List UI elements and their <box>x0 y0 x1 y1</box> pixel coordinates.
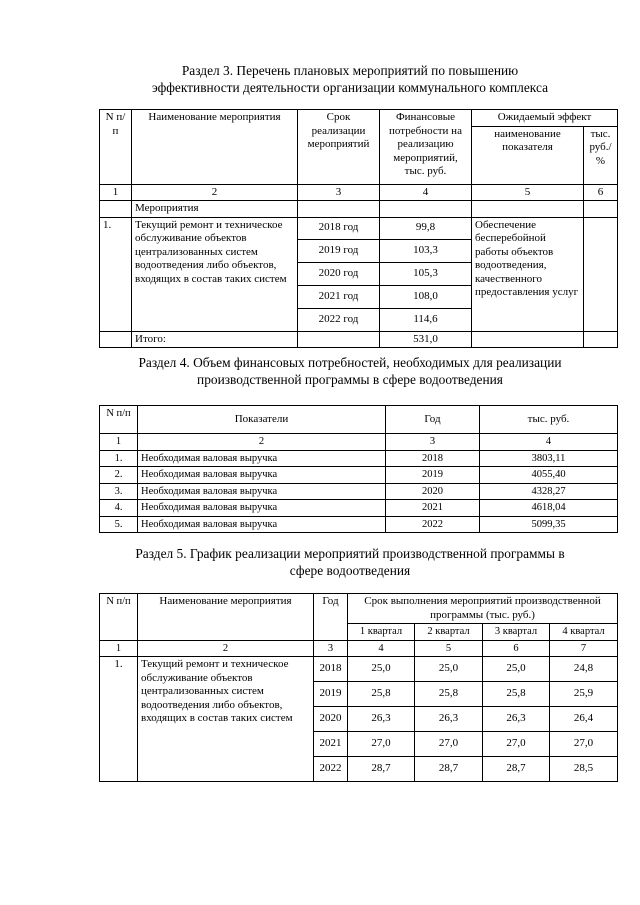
s3-year-2: 2019 год <box>298 239 380 262</box>
s4-row1-name: Необходимая валовая выручка <box>138 450 386 467</box>
s3-group-label: Мероприятия <box>132 201 298 218</box>
s3-year-4: 2021 год <box>298 285 380 308</box>
section4-title-line1: Раздел 4. Объем финансовых потребностей, необходимых для реализации <box>138 355 562 370</box>
section4-title-line2: производственной программы в сфере водоотведения <box>197 372 503 387</box>
s5-y1-q1: 25,0 <box>348 657 415 682</box>
s3-header-name: Наименование мероприятия <box>132 110 298 185</box>
s3-value-5: 114,6 <box>380 308 472 331</box>
s4-row2-num: 2. <box>100 467 138 484</box>
s4-row3-year: 2020 <box>386 483 480 500</box>
section5-table <box>99 593 618 782</box>
s4-row1-value: 3803,11 <box>480 450 618 467</box>
s5-year-4: 2021 <box>314 732 348 757</box>
s4-row5-name: Необходимая валовая выручка <box>138 516 386 533</box>
s3-total-empty-6 <box>584 331 618 348</box>
s4-row4-value: 4618,04 <box>480 500 618 517</box>
section3-title-line1: Раздел 3. Перечень плановых мероприятий по повышению <box>181 63 519 78</box>
s5-y5-q3: 28,7 <box>483 757 550 782</box>
section4-title-2 <box>80 371 620 388</box>
s5-header-q4: 4 квартал <box>550 624 618 641</box>
s4-colnum-1: 1 <box>100 434 138 451</box>
section4-title <box>80 354 620 371</box>
s4-row3-value: 4328,27 <box>480 483 618 500</box>
section4-table <box>99 405 618 533</box>
s5-y3-q1: 26,3 <box>348 707 415 732</box>
s3-total-num <box>100 331 132 348</box>
s4-row1-year: 2018 <box>386 450 480 467</box>
s3-value-1: 99,8 <box>380 217 472 239</box>
section5-title <box>60 545 640 562</box>
s3-row-unit <box>584 217 618 331</box>
s4-colnum-4: 4 <box>480 434 618 451</box>
s5-colnum-2: 2 <box>138 640 314 657</box>
s5-y3-q4: 26,4 <box>550 707 618 732</box>
s5-y2-q3: 25,8 <box>483 682 550 707</box>
s5-y2-q4: 25,9 <box>550 682 618 707</box>
s5-y1-q4: 24,8 <box>550 657 618 682</box>
s5-year-5: 2022 <box>314 757 348 782</box>
s5-y2-q1: 25,8 <box>348 682 415 707</box>
s4-row1-num: 1. <box>100 450 138 467</box>
s3-colnum-5: 5 <box>472 184 584 201</box>
s3-total-empty-5 <box>472 331 584 348</box>
s5-y5-q4: 28,5 <box>550 757 618 782</box>
section3-title <box>100 62 600 79</box>
s5-y5-q2: 28,7 <box>415 757 483 782</box>
s3-colnum-6: 6 <box>584 184 618 201</box>
s3-header-num: N п/п <box>100 110 132 185</box>
s4-row4-num: 4. <box>100 500 138 517</box>
s4-header-indicator: Показатели <box>138 406 386 434</box>
s5-header-num: N п/п <box>100 594 138 641</box>
s5-row-name: Текущий ремонт и техническое обслуживание объектов централизованных систем водоотведения либо объектов, входящих в состав таких систем <box>138 657 314 782</box>
s3-header-effect: Ожидаемый эффект <box>472 110 618 127</box>
section3-table <box>99 109 618 348</box>
s3-header-effect-unit: тыс. руб./ % <box>584 126 618 184</box>
s5-y1-q3: 25,0 <box>483 657 550 682</box>
table-row <box>100 467 618 484</box>
s5-colnum-7: 7 <box>550 640 618 657</box>
section3-title-2 <box>90 79 610 96</box>
s5-y4-q1: 27,0 <box>348 732 415 757</box>
s4-row5-year: 2022 <box>386 516 480 533</box>
s5-header-year: Год <box>314 594 348 641</box>
table-row <box>100 483 618 500</box>
s4-row2-year: 2019 <box>386 467 480 484</box>
table-row <box>100 450 618 467</box>
s5-y2-q2: 25,8 <box>415 682 483 707</box>
s4-row3-num: 3. <box>100 483 138 500</box>
s4-row4-name: Необходимая валовая выручка <box>138 500 386 517</box>
s4-row5-value: 5099,35 <box>480 516 618 533</box>
s5-row-num: 1. <box>100 657 138 782</box>
s3-year-5: 2022 год <box>298 308 380 331</box>
s4-header-year: Год <box>386 406 480 434</box>
s5-year-1: 2018 <box>314 657 348 682</box>
s5-y3-q3: 26,3 <box>483 707 550 732</box>
s5-header-q2: 2 квартал <box>415 624 483 641</box>
s5-y4-q2: 27,0 <box>415 732 483 757</box>
s5-y4-q3: 27,0 <box>483 732 550 757</box>
s4-row3-name: Необходимая валовая выручка <box>138 483 386 500</box>
s3-header-period: Срок реализации мероприятий <box>298 110 380 185</box>
s3-value-3: 105,3 <box>380 262 472 285</box>
s3-value-2: 103,3 <box>380 239 472 262</box>
s3-colnum-3: 3 <box>298 184 380 201</box>
s4-row2-value: 4055,40 <box>480 467 618 484</box>
s5-colnum-4: 4 <box>348 640 415 657</box>
s3-year-1: 2018 год <box>298 217 380 239</box>
s3-group-empty-6 <box>584 201 618 218</box>
s4-header-num: N п/п <box>100 406 138 434</box>
section3-title-line2: эффективности деятельности организации коммунального комплекса <box>151 80 549 95</box>
s3-header-effect-name: наименование показателя <box>472 126 584 184</box>
s4-colnum-3: 3 <box>386 434 480 451</box>
s5-colnum-6: 6 <box>483 640 550 657</box>
s3-total-value: 531,0 <box>380 331 472 348</box>
s5-colnum-3: 3 <box>314 640 348 657</box>
s3-value-4: 108,0 <box>380 285 472 308</box>
s5-y4-q4: 27,0 <box>550 732 618 757</box>
s3-group-empty-4 <box>380 201 472 218</box>
s3-total-label: Итого: <box>132 331 298 348</box>
s3-group-empty-3 <box>298 201 380 218</box>
s3-row-effect: Обеспечение бесперебойной работы объектов водоотведения, качественного предоставления услуг <box>472 217 584 331</box>
s4-row2-name: Необходимая валовая выручка <box>138 467 386 484</box>
s3-row-num: 1. <box>100 217 132 331</box>
s3-total-empty <box>298 331 380 348</box>
section5-title-line2: сфере водоотведения <box>289 563 411 578</box>
s3-colnum-2: 2 <box>132 184 298 201</box>
s3-colnum-4: 4 <box>380 184 472 201</box>
s4-header-value: тыс. руб. <box>480 406 618 434</box>
s5-header-period: Срок выполнения мероприятий производственной программы (тыс. руб.) <box>348 594 618 624</box>
s5-header-q3: 3 квартал <box>483 624 550 641</box>
table-row <box>100 516 618 533</box>
s3-group-empty-5 <box>472 201 584 218</box>
s5-y3-q2: 26,3 <box>415 707 483 732</box>
section5-title-line1: Раздел 5. График реализации мероприятий производственной программы в <box>135 546 565 561</box>
s3-row-name: Текущий ремонт и техническое обслуживание объектов централизованных систем водоотведения либо объектов, входящих в состав таких систем <box>132 217 298 331</box>
s5-year-2: 2019 <box>314 682 348 707</box>
table-row <box>100 500 618 517</box>
s4-colnum-2: 2 <box>138 434 386 451</box>
s5-y5-q1: 28,7 <box>348 757 415 782</box>
s3-year-3: 2020 год <box>298 262 380 285</box>
s3-colnum-1: 1 <box>100 184 132 201</box>
s5-colnum-5: 5 <box>415 640 483 657</box>
s4-row4-year: 2021 <box>386 500 480 517</box>
s5-y1-q2: 25,0 <box>415 657 483 682</box>
s5-header-q1: 1 квартал <box>348 624 415 641</box>
s5-colnum-1: 1 <box>100 640 138 657</box>
s5-year-3: 2020 <box>314 707 348 732</box>
s5-header-name: Наименование мероприятия <box>138 594 314 641</box>
s3-header-finance: Финансовые потребности на реализацию мероприятий, тыс. руб. <box>380 110 472 185</box>
s4-row5-num: 5. <box>100 516 138 533</box>
section5-title-2 <box>60 562 640 579</box>
s3-group-num <box>100 201 132 218</box>
